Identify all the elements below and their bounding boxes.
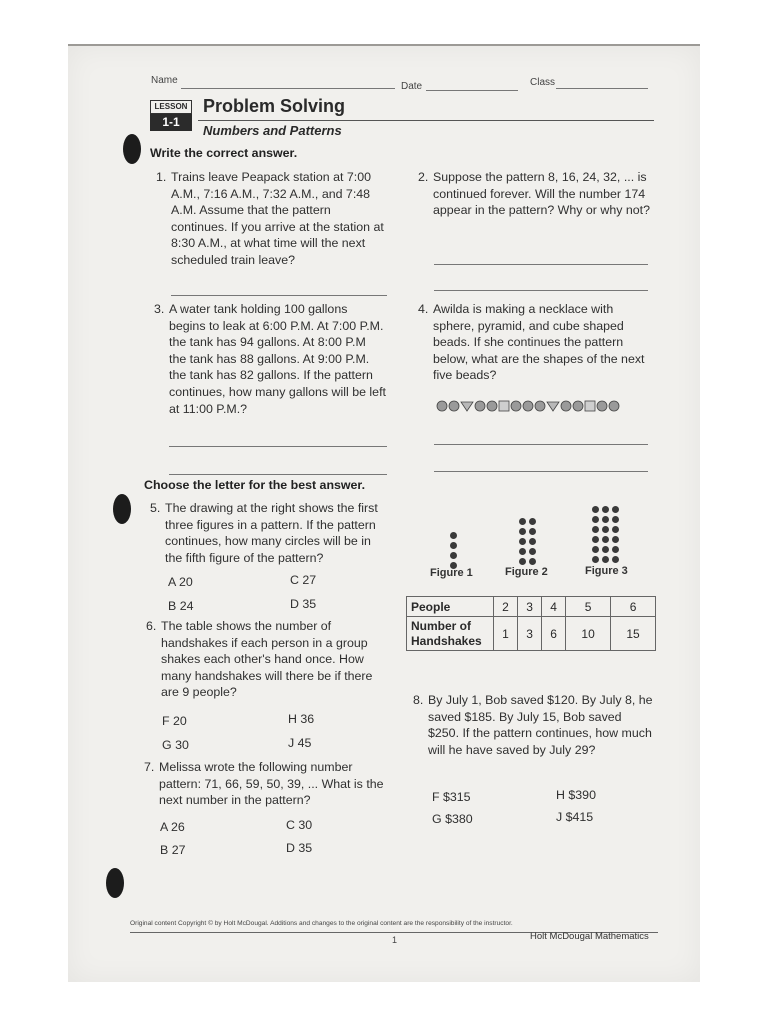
question-1 bbox=[156, 169, 384, 269]
figure-1-label: Figure 1 bbox=[430, 567, 473, 579]
option-8g[interactable]: G $380 bbox=[432, 812, 473, 826]
class-label: Class bbox=[530, 77, 556, 88]
question-text: Suppose the pattern 8, 16, 24, 32, ... is continued forever. Will the number 174 appear in the pattern? Why or why not? bbox=[433, 170, 650, 218]
question-text: The table shows the number of handshakes if each person in a group shakes each other's hand once. How many handshakes will there be if there are 9 people? bbox=[161, 619, 373, 700]
table-cell: 15 bbox=[611, 617, 656, 651]
question-number: 4. bbox=[418, 302, 429, 316]
worksheet-page bbox=[68, 44, 700, 982]
option-5b[interactable]: B 24 bbox=[168, 599, 194, 613]
option-6h[interactable]: H 36 bbox=[288, 712, 315, 726]
date-label: Date bbox=[401, 81, 423, 92]
table-cell: 1 bbox=[494, 617, 518, 651]
name-label: Name bbox=[151, 75, 178, 86]
table-row-handshakes bbox=[407, 617, 656, 651]
question-8 bbox=[413, 692, 653, 758]
answer-line-4b[interactable] bbox=[434, 471, 648, 472]
table-cell: 6 bbox=[611, 597, 656, 617]
option-7d[interactable]: D 35 bbox=[286, 841, 313, 855]
date-line bbox=[426, 90, 518, 91]
title-rule bbox=[198, 120, 654, 121]
question-text: A water tank holding 100 gallons begins to leak at 6:00 P.M. At 7:00 P.M. the tank has 94 gallons. At 8:00 P.M the tank has 88 gallons. At 9:00 P.M. the tank has 82 gallons. If the pattern continues, how many gallons will be left at 11:00 P.M.? bbox=[169, 302, 386, 416]
necklace-bead-pattern bbox=[436, 398, 636, 414]
option-8f[interactable]: F $315 bbox=[432, 790, 471, 804]
option-7c[interactable]: C 30 bbox=[286, 818, 313, 832]
table-row-people bbox=[407, 597, 656, 617]
option-5c[interactable]: C 27 bbox=[290, 573, 317, 587]
question-3 bbox=[154, 301, 386, 417]
question-number: 2. bbox=[418, 170, 429, 184]
punch-hole-bottom bbox=[106, 868, 124, 898]
option-8j[interactable]: J $415 bbox=[556, 810, 594, 824]
question-4 bbox=[418, 301, 650, 384]
section-choose-heading: Choose the letter for the best answer. bbox=[144, 478, 366, 492]
copyright-text: Original content Copyright © by Holt McDougal. Additions and changes to the original content are the responsibility of the instructor. bbox=[130, 920, 513, 927]
row-label-handshakes: Number of Handshakes bbox=[407, 617, 494, 651]
question-6 bbox=[146, 618, 390, 701]
answer-line-1[interactable] bbox=[171, 295, 387, 296]
lesson-label: LESSON bbox=[150, 100, 192, 114]
answer-line-3a[interactable] bbox=[169, 446, 387, 447]
question-2 bbox=[418, 169, 650, 219]
punch-hole-top bbox=[123, 134, 141, 164]
question-number: 7. bbox=[144, 760, 155, 774]
option-7b[interactable]: B 27 bbox=[160, 843, 186, 857]
question-number: 5. bbox=[150, 501, 161, 515]
name-line bbox=[181, 88, 395, 89]
page-title: Problem Solving bbox=[203, 96, 346, 116]
answer-line-4a[interactable] bbox=[434, 444, 648, 445]
question-number: 8. bbox=[413, 693, 424, 707]
handshake-table bbox=[406, 596, 656, 651]
lesson-number: 1-1 bbox=[150, 114, 192, 131]
option-5d[interactable]: D 35 bbox=[290, 597, 317, 611]
question-number: 6. bbox=[146, 619, 157, 633]
question-text: Awilda is making a necklace with sphere, pyramid, and cube shaped beads. If she continues the pattern below, what are the shapes of the next five beads? bbox=[433, 302, 645, 383]
question-text: The drawing at the right shows the first three figures in a pattern. If the pattern continues, how many circles will be in the fifth figure of the pattern? bbox=[165, 501, 378, 565]
class-line bbox=[556, 88, 648, 89]
section-write-heading: Write the correct answer. bbox=[150, 146, 298, 160]
page-number: 1 bbox=[392, 935, 398, 945]
lesson-box bbox=[150, 100, 192, 134]
publisher-name: Holt McDougal Mathematics bbox=[530, 931, 649, 942]
answer-line-3b[interactable] bbox=[169, 474, 387, 475]
table-cell: 3 bbox=[518, 617, 542, 651]
option-6g[interactable]: G 30 bbox=[162, 738, 189, 752]
figure-3-label: Figure 3 bbox=[585, 565, 628, 577]
question-text: By July 1, Bob saved $120. By July 8, he saved $185. By July 15, Bob saved $250. If the pattern continues, how much will he have saved by July 29? bbox=[428, 693, 653, 757]
option-8h[interactable]: H $390 bbox=[556, 788, 596, 802]
punch-hole-middle bbox=[113, 494, 131, 524]
table-cell: 10 bbox=[566, 617, 611, 651]
answer-line-2a[interactable] bbox=[434, 264, 648, 265]
table-cell: 6 bbox=[542, 617, 566, 651]
option-6f[interactable]: F 20 bbox=[162, 714, 187, 728]
question-text: Trains leave Peapack station at 7:00 A.M., 7:16 A.M., 7:32 A.M., and 7:48 A.M. Assume that the pattern continues. If you arrive at the station at 8:30 A.M., at what time will the next scheduled train leave? bbox=[171, 170, 384, 267]
option-5a[interactable]: A 20 bbox=[168, 575, 193, 589]
figure-2-label: Figure 2 bbox=[505, 566, 548, 578]
page-subtitle: Numbers and Patterns bbox=[203, 123, 342, 138]
table-cell: 2 bbox=[494, 597, 518, 617]
question-number: 1. bbox=[156, 170, 167, 184]
option-6j[interactable]: J 45 bbox=[288, 736, 312, 750]
question-text: Melissa wrote the following number pattern: 71, 66, 59, 50, 39, ... What is the next number in the pattern? bbox=[159, 760, 384, 808]
option-7a[interactable]: A 26 bbox=[160, 820, 185, 834]
question-5 bbox=[150, 500, 390, 566]
table-cell: 3 bbox=[518, 597, 542, 617]
question-7 bbox=[144, 759, 386, 809]
table-cell: 5 bbox=[566, 597, 611, 617]
row-label-people: People bbox=[407, 597, 494, 617]
answer-line-2b[interactable] bbox=[434, 290, 648, 291]
table-cell: 4 bbox=[542, 597, 566, 617]
question-number: 3. bbox=[154, 302, 165, 316]
